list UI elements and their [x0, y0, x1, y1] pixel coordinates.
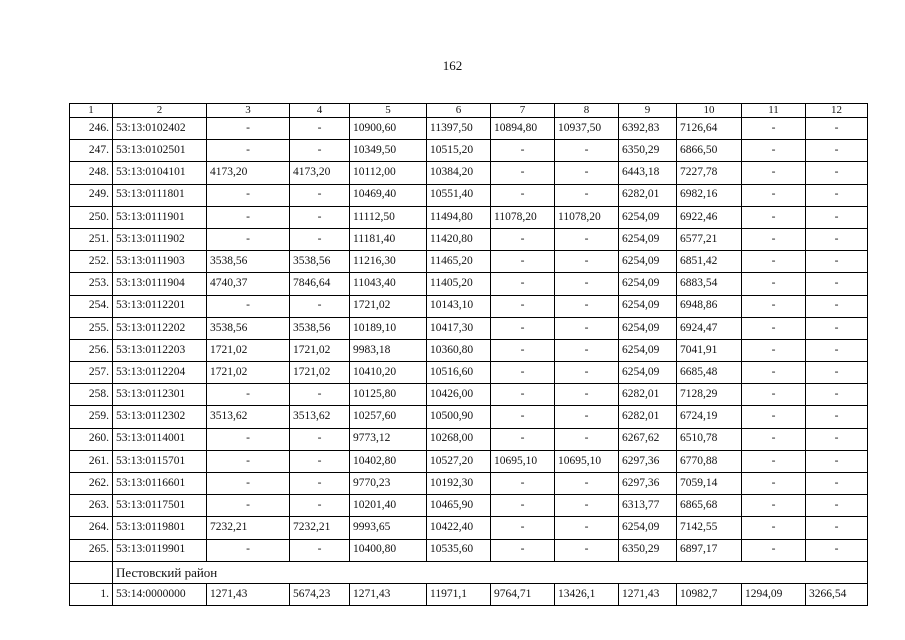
cadastral-code: 53:13:0112302: [113, 406, 207, 428]
value-cell: 1721,02: [207, 339, 290, 361]
value-cell: -: [806, 184, 868, 206]
value-cell: -: [555, 539, 619, 561]
value-cell: -: [555, 228, 619, 250]
value-cell: -: [742, 251, 806, 273]
value-cell: 10400,80: [350, 539, 427, 561]
value-cell: 6392,83: [619, 118, 677, 140]
row-number: 252.: [70, 251, 113, 273]
row-number: 253.: [70, 273, 113, 295]
table-row: [70, 339, 868, 361]
value-cell: 3266,54: [806, 583, 868, 605]
value-cell: -: [491, 228, 555, 250]
table-row: [70, 273, 868, 295]
value-cell: -: [742, 539, 806, 561]
value-cell: 6254,09: [619, 273, 677, 295]
row-number: 263.: [70, 495, 113, 517]
value-cell: -: [491, 362, 555, 384]
value-cell: 6577,21: [677, 228, 742, 250]
cadastral-code: 53:13:0112204: [113, 362, 207, 384]
value-cell: 10143,10: [427, 295, 491, 317]
value-cell: 10900,60: [350, 118, 427, 140]
value-cell: 10189,10: [350, 317, 427, 339]
value-cell: 6924,47: [677, 317, 742, 339]
value-cell: 6770,88: [677, 450, 742, 472]
value-cell: 11078,20: [555, 206, 619, 228]
value-cell: -: [742, 339, 806, 361]
value-cell: 6510,78: [677, 428, 742, 450]
table-row: [70, 473, 868, 495]
value-cell: -: [742, 384, 806, 406]
value-cell: -: [491, 517, 555, 539]
row-number: 247.: [70, 140, 113, 162]
value-cell: 10125,80: [350, 384, 427, 406]
row-number: 254.: [70, 295, 113, 317]
cadastral-code: 53:13:0117501: [113, 495, 207, 517]
value-cell: 10535,60: [427, 539, 491, 561]
value-cell: 10384,20: [427, 162, 491, 184]
row-number: 258.: [70, 384, 113, 406]
value-cell: -: [491, 539, 555, 561]
value-cell: 1721,02: [207, 362, 290, 384]
value-cell: 7232,21: [290, 517, 350, 539]
row-number: 256.: [70, 339, 113, 361]
value-cell: 10112,00: [350, 162, 427, 184]
table-row: [70, 140, 868, 162]
value-cell: -: [806, 273, 868, 295]
value-cell: 7142,55: [677, 517, 742, 539]
value-cell: 10192,30: [427, 473, 491, 495]
value-cell: 10515,20: [427, 140, 491, 162]
value-cell: 11112,50: [350, 206, 427, 228]
row-number: 250.: [70, 206, 113, 228]
value-cell: -: [806, 339, 868, 361]
column-header: 2: [113, 104, 207, 118]
column-header: 4: [290, 104, 350, 118]
row-number: 257.: [70, 362, 113, 384]
value-cell: 10257,60: [350, 406, 427, 428]
value-cell: 6685,48: [677, 362, 742, 384]
value-cell: 9770,23: [350, 473, 427, 495]
value-cell: -: [491, 495, 555, 517]
value-cell: -: [207, 140, 290, 162]
row-number: 255.: [70, 317, 113, 339]
value-cell: -: [555, 384, 619, 406]
value-cell: 10695,10: [555, 450, 619, 472]
value-cell: 6254,09: [619, 317, 677, 339]
value-cell: 10527,20: [427, 450, 491, 472]
value-cell: -: [290, 206, 350, 228]
value-cell: 9983,18: [350, 339, 427, 361]
value-cell: 1271,43: [207, 583, 290, 605]
value-cell: -: [555, 339, 619, 361]
table-row: [70, 228, 868, 250]
value-cell: -: [290, 228, 350, 250]
table-row: [70, 450, 868, 472]
value-cell: 6254,09: [619, 295, 677, 317]
column-header: 10: [677, 104, 742, 118]
value-cell: 13426,1: [555, 583, 619, 605]
table-row: [70, 206, 868, 228]
value-cell: -: [491, 273, 555, 295]
row-number: 251.: [70, 228, 113, 250]
value-cell: -: [555, 317, 619, 339]
value-cell: -: [806, 162, 868, 184]
value-cell: 10417,30: [427, 317, 491, 339]
value-cell: 10268,00: [427, 428, 491, 450]
value-cell: -: [290, 428, 350, 450]
value-cell: 1271,43: [619, 583, 677, 605]
value-cell: 6254,09: [619, 251, 677, 273]
page-number: 162: [442, 58, 463, 73]
row-number: 265.: [70, 539, 113, 561]
region-row: [70, 561, 868, 583]
table-row: [70, 118, 868, 140]
value-cell: 10937,50: [555, 118, 619, 140]
value-cell: 7846,64: [290, 273, 350, 295]
row-number: 262.: [70, 473, 113, 495]
value-cell: 6897,17: [677, 539, 742, 561]
value-cell: -: [806, 406, 868, 428]
value-cell: 9773,12: [350, 428, 427, 450]
value-cell: 11971,1: [427, 583, 491, 605]
value-cell: -: [806, 206, 868, 228]
value-cell: 11078,20: [491, 206, 555, 228]
cadastral-code: 53:13:0104101: [113, 162, 207, 184]
value-cell: -: [742, 295, 806, 317]
table-row: [70, 317, 868, 339]
value-cell: 11181,40: [350, 228, 427, 250]
value-cell: 1721,02: [290, 362, 350, 384]
table-row: [70, 162, 868, 184]
value-cell: 6254,09: [619, 517, 677, 539]
value-cell: 10695,10: [491, 450, 555, 472]
table-row: [70, 295, 868, 317]
value-cell: 6297,36: [619, 473, 677, 495]
value-cell: -: [290, 384, 350, 406]
cadastral-code: 53:13:0112203: [113, 339, 207, 361]
value-cell: -: [555, 517, 619, 539]
value-cell: 10410,20: [350, 362, 427, 384]
value-cell: -: [742, 317, 806, 339]
value-cell: 6724,19: [677, 406, 742, 428]
value-cell: -: [742, 162, 806, 184]
row-number: 246.: [70, 118, 113, 140]
value-cell: 6948,86: [677, 295, 742, 317]
value-cell: 10894,80: [491, 118, 555, 140]
value-cell: -: [207, 384, 290, 406]
value-cell: -: [491, 162, 555, 184]
value-cell: 6282,01: [619, 406, 677, 428]
cadastral-code: 53:13:0112301: [113, 384, 207, 406]
value-cell: 10551,40: [427, 184, 491, 206]
value-cell: 3538,56: [290, 251, 350, 273]
cadastral-code: 53:13:0102402: [113, 118, 207, 140]
value-cell: 10516,60: [427, 362, 491, 384]
value-cell: -: [491, 406, 555, 428]
row-number: 259.: [70, 406, 113, 428]
value-cell: -: [290, 118, 350, 140]
value-cell: -: [555, 295, 619, 317]
cadastral-code: 53:13:0111903: [113, 251, 207, 273]
cadastral-code: 53:13:0114001: [113, 428, 207, 450]
table-row: [70, 539, 868, 561]
value-cell: -: [806, 450, 868, 472]
value-cell: 11397,50: [427, 118, 491, 140]
value-cell: 11405,20: [427, 273, 491, 295]
value-cell: -: [491, 140, 555, 162]
table-row: [70, 495, 868, 517]
cadastral-code: 53:13:0119901: [113, 539, 207, 561]
value-cell: -: [555, 184, 619, 206]
value-cell: 6254,09: [619, 339, 677, 361]
value-cell: -: [207, 228, 290, 250]
value-cell: -: [806, 140, 868, 162]
value-cell: -: [207, 428, 290, 450]
value-cell: 6922,46: [677, 206, 742, 228]
value-cell: -: [491, 251, 555, 273]
value-cell: -: [491, 184, 555, 206]
value-cell: 6851,42: [677, 251, 742, 273]
value-cell: 11216,30: [350, 251, 427, 273]
value-cell: 11043,40: [350, 273, 427, 295]
row-number: 264.: [70, 517, 113, 539]
cadastral-code: 53:13:0102501: [113, 140, 207, 162]
value-cell: -: [207, 450, 290, 472]
value-cell: -: [742, 273, 806, 295]
value-cell: 6282,01: [619, 384, 677, 406]
value-cell: 5674,23: [290, 583, 350, 605]
value-cell: 11465,20: [427, 251, 491, 273]
value-cell: -: [207, 184, 290, 206]
row-number: 1.: [70, 583, 113, 605]
cadastral-code: 53:13:0116601: [113, 473, 207, 495]
table-row: [70, 583, 868, 605]
value-cell: -: [742, 517, 806, 539]
row-number: 249.: [70, 184, 113, 206]
value-cell: -: [742, 495, 806, 517]
value-cell: -: [491, 473, 555, 495]
value-cell: 10402,80: [350, 450, 427, 472]
table-row: [70, 251, 868, 273]
value-cell: -: [742, 450, 806, 472]
value-cell: -: [806, 362, 868, 384]
value-cell: -: [742, 362, 806, 384]
value-cell: 6865,68: [677, 495, 742, 517]
value-cell: -: [806, 317, 868, 339]
column-header: 11: [742, 104, 806, 118]
value-cell: 7227,78: [677, 162, 742, 184]
value-cell: 11420,80: [427, 228, 491, 250]
value-cell: -: [555, 428, 619, 450]
row-number: 261.: [70, 450, 113, 472]
column-header: 9: [619, 104, 677, 118]
table-row: [70, 362, 868, 384]
table-row: [70, 428, 868, 450]
value-cell: 6866,50: [677, 140, 742, 162]
value-cell: 3538,56: [207, 251, 290, 273]
value-cell: 10465,90: [427, 495, 491, 517]
value-cell: -: [555, 406, 619, 428]
value-cell: 6254,09: [619, 206, 677, 228]
value-cell: -: [806, 228, 868, 250]
value-cell: -: [555, 473, 619, 495]
value-cell: 10422,40: [427, 517, 491, 539]
value-cell: 6267,62: [619, 428, 677, 450]
value-cell: -: [742, 140, 806, 162]
value-cell: -: [806, 251, 868, 273]
value-cell: 6313,77: [619, 495, 677, 517]
value-cell: -: [207, 118, 290, 140]
value-cell: -: [290, 140, 350, 162]
value-cell: 10360,80: [427, 339, 491, 361]
value-cell: -: [806, 539, 868, 561]
value-cell: -: [491, 428, 555, 450]
table-row: [70, 384, 868, 406]
column-header: 1: [70, 104, 113, 118]
value-cell: -: [806, 118, 868, 140]
value-cell: -: [742, 473, 806, 495]
value-cell: -: [207, 206, 290, 228]
value-cell: -: [290, 473, 350, 495]
value-cell: -: [806, 495, 868, 517]
value-cell: -: [290, 295, 350, 317]
value-cell: -: [491, 339, 555, 361]
value-cell: 6883,54: [677, 273, 742, 295]
cadastral-code: 53:13:0111901: [113, 206, 207, 228]
column-header: 12: [806, 104, 868, 118]
cadastral-code: 53:13:0112202: [113, 317, 207, 339]
value-cell: -: [555, 251, 619, 273]
cadastral-code: 53:13:0119801: [113, 517, 207, 539]
column-header: 7: [491, 104, 555, 118]
value-cell: -: [491, 295, 555, 317]
value-cell: 4740,37: [207, 273, 290, 295]
table-row: [70, 406, 868, 428]
cadastral-code: 53:13:0112201: [113, 295, 207, 317]
cadastral-code: 53:13:0115701: [113, 450, 207, 472]
value-cell: -: [290, 450, 350, 472]
value-cell: 10469,40: [350, 184, 427, 206]
value-cell: -: [806, 295, 868, 317]
value-cell: 7126,64: [677, 118, 742, 140]
column-header: 6: [427, 104, 491, 118]
value-cell: -: [742, 228, 806, 250]
value-cell: 1271,43: [350, 583, 427, 605]
value-cell: 7128,29: [677, 384, 742, 406]
value-cell: 6982,16: [677, 184, 742, 206]
region-title: Пестовский район: [113, 561, 868, 583]
value-cell: 3513,62: [207, 406, 290, 428]
value-cell: -: [806, 428, 868, 450]
value-cell: -: [491, 384, 555, 406]
column-header: 5: [350, 104, 427, 118]
value-cell: 9993,65: [350, 517, 427, 539]
row-number: 248.: [70, 162, 113, 184]
value-cell: -: [806, 384, 868, 406]
value-cell: -: [491, 317, 555, 339]
cadastral-code: 53:14:0000000: [113, 583, 207, 605]
value-cell: -: [555, 140, 619, 162]
cadastral-code: 53:13:0111801: [113, 184, 207, 206]
value-cell: -: [742, 118, 806, 140]
header-row: [70, 104, 868, 118]
value-cell: -: [555, 162, 619, 184]
table-row: [70, 517, 868, 539]
value-cell: -: [806, 517, 868, 539]
data-table: [69, 103, 868, 606]
value-cell: 6350,29: [619, 140, 677, 162]
value-cell: -: [742, 428, 806, 450]
value-cell: -: [290, 539, 350, 561]
value-cell: 6297,36: [619, 450, 677, 472]
region-spacer: [70, 561, 113, 583]
value-cell: 7232,21: [207, 517, 290, 539]
value-cell: -: [207, 495, 290, 517]
value-cell: -: [742, 184, 806, 206]
value-cell: 7041,91: [677, 339, 742, 361]
value-cell: -: [555, 495, 619, 517]
value-cell: -: [207, 539, 290, 561]
value-cell: 3538,56: [207, 317, 290, 339]
cadastral-code: 53:13:0111904: [113, 273, 207, 295]
value-cell: -: [742, 406, 806, 428]
value-cell: 4173,20: [207, 162, 290, 184]
value-cell: 6254,09: [619, 228, 677, 250]
value-cell: -: [290, 184, 350, 206]
value-cell: 6282,01: [619, 184, 677, 206]
column-header: 8: [555, 104, 619, 118]
row-number: 260.: [70, 428, 113, 450]
value-cell: 9764,71: [491, 583, 555, 605]
value-cell: 11494,80: [427, 206, 491, 228]
value-cell: -: [207, 473, 290, 495]
value-cell: 1721,02: [350, 295, 427, 317]
value-cell: 10349,50: [350, 140, 427, 162]
value-cell: 3513,62: [290, 406, 350, 428]
value-cell: 3538,56: [290, 317, 350, 339]
value-cell: -: [742, 206, 806, 228]
value-cell: -: [207, 295, 290, 317]
column-header: 3: [207, 104, 290, 118]
value-cell: 10500,90: [427, 406, 491, 428]
table-row: [70, 184, 868, 206]
value-cell: -: [806, 473, 868, 495]
value-cell: 10982,7: [677, 583, 742, 605]
value-cell: -: [555, 362, 619, 384]
value-cell: 1294,09: [742, 583, 806, 605]
value-cell: 4173,20: [290, 162, 350, 184]
value-cell: 10201,40: [350, 495, 427, 517]
value-cell: 1721,02: [290, 339, 350, 361]
value-cell: -: [290, 495, 350, 517]
value-cell: 6350,29: [619, 539, 677, 561]
value-cell: 6443,18: [619, 162, 677, 184]
value-cell: 7059,14: [677, 473, 742, 495]
value-cell: 6254,09: [619, 362, 677, 384]
cadastral-code: 53:13:0111902: [113, 228, 207, 250]
value-cell: 10426,00: [427, 384, 491, 406]
value-cell: -: [555, 273, 619, 295]
